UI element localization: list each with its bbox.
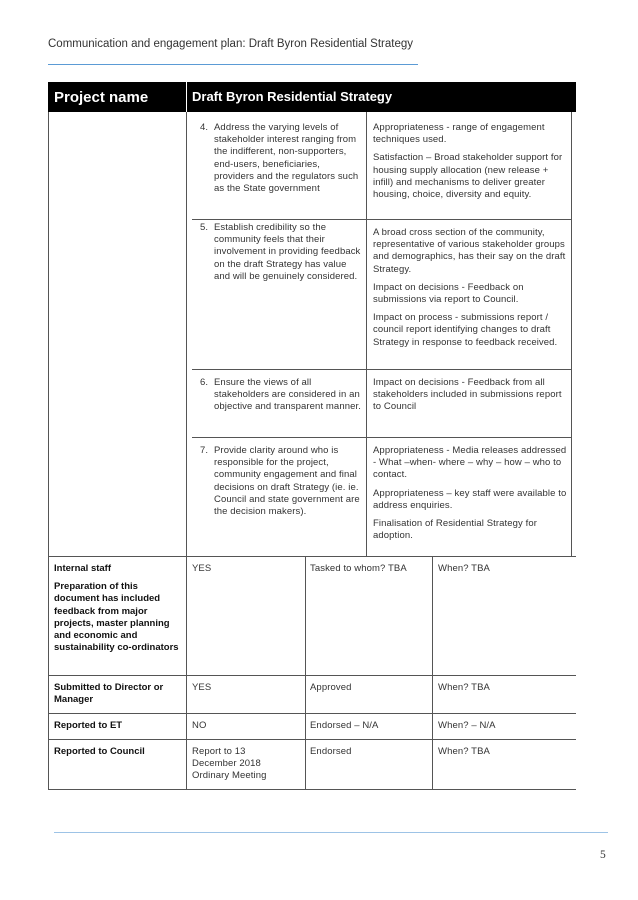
status-divider bbox=[48, 713, 576, 714]
status-column-border bbox=[305, 556, 306, 789]
project-title-bar bbox=[48, 82, 576, 112]
status-divider bbox=[48, 739, 576, 740]
goals-right-border bbox=[571, 112, 572, 556]
director-status: Approved bbox=[310, 682, 352, 693]
footer-rule bbox=[54, 832, 608, 833]
et-label: Reported to ET bbox=[54, 720, 123, 731]
goal-divider bbox=[192, 369, 571, 370]
status-divider bbox=[48, 556, 576, 557]
measure-text: Appropriateness – key staff were available to address enquiries. bbox=[373, 487, 567, 511]
measure-text: Impact on decisions - Feedback on submissions via report to Council. bbox=[373, 281, 524, 306]
status-divider bbox=[48, 675, 576, 676]
council-label: Reported to Council bbox=[54, 746, 145, 757]
goal-objective: 4. Address the varying levels of stakeholder interest ranging from the indifferent, non-supporters, end-users, beneficiaries, providers and the regulators such as the State government bbox=[200, 122, 359, 195]
goals-middle-border bbox=[366, 112, 367, 556]
goal-objective: 6. Ensure the views of all stakeholders are considered in an objective and transparent manner. bbox=[200, 377, 361, 413]
internal-staff-when: When? TBA bbox=[438, 563, 490, 574]
header-title: Communication and engagement plan: Draft Byron Residential Strategy bbox=[48, 38, 414, 50]
measure-text: Satisfaction – Broad stakeholder support for housing supply allocation (new release + infill) and mechanisms to deliver greater housing, choice, diversity and equity. bbox=[373, 152, 563, 201]
goal-divider bbox=[192, 437, 571, 438]
measure-text: Finalisation of Residential Strategy for adoption. bbox=[373, 518, 537, 542]
internal-staff-note: Preparation of this document has included feedback from major projects, master planning and economic and sustainability co-ordinators bbox=[54, 581, 179, 654]
director-label: Submitted to Director or Manager bbox=[54, 682, 164, 706]
internal-staff-status: Tasked to whom? TBA bbox=[310, 563, 407, 574]
status-divider bbox=[48, 789, 576, 790]
goal-objective: 5. Establish credibility so the community feels that their involvement in providing feedback on the draft Strategy has value and will be genuinely considered. bbox=[200, 222, 361, 282]
header-rule bbox=[48, 64, 418, 65]
goal-measures bbox=[373, 227, 567, 355]
goal-measures bbox=[373, 377, 567, 420]
measure-text: A broad cross section of the community, representative of various stakeholder groups and demographics, has their say on the draft Strategy. bbox=[373, 227, 566, 275]
measure-text: Appropriateness - Media releases addressed - What –when- where – why – how – who to contact. bbox=[373, 445, 567, 481]
internal-staff-value: YES bbox=[192, 563, 212, 574]
et-status: Endorsed – N/A bbox=[310, 720, 379, 731]
measure-text: Appropriateness - range of engagement techniques used. bbox=[373, 122, 545, 146]
director-value: YES bbox=[192, 682, 212, 693]
goals-left-border bbox=[186, 112, 187, 789]
goal-divider bbox=[192, 219, 571, 220]
project-name-label: Project name bbox=[54, 89, 149, 106]
goal-measures bbox=[373, 445, 567, 548]
table-left-border bbox=[48, 112, 49, 789]
et-when: When? – N/A bbox=[438, 720, 496, 731]
title-divider bbox=[186, 82, 187, 112]
page-number: 5 bbox=[600, 849, 606, 861]
director-when: When? TBA bbox=[438, 682, 490, 693]
measure-text: Impact on process - submissions report / council report identifying changes to draft Strategy in response to feedback received. bbox=[373, 312, 558, 348]
et-value: NO bbox=[192, 720, 207, 731]
internal-staff-label: Internal staff Preparation of this document has included feedback from major projects, master planning and economic and sustainability co-ordinators bbox=[54, 563, 182, 654]
council-status: Endorsed bbox=[310, 746, 352, 757]
goal-measures bbox=[373, 122, 567, 207]
project-name-value: Draft Byron Residential Strategy bbox=[192, 89, 393, 104]
council-value: Report to 13 December 2018 Ordinary Meeting bbox=[192, 746, 267, 782]
status-column-border bbox=[432, 556, 433, 789]
council-when: When? TBA bbox=[438, 746, 490, 757]
goal-objective: 7. Provide clarity around who is responsible for the project, community engagement and final decisions on draft Strategy (ie. ie. Council and state government are the decision makers). bbox=[200, 445, 360, 518]
measure-text: Impact on decisions - Feedback from all stakeholders included in submissions report to Council bbox=[373, 377, 562, 413]
